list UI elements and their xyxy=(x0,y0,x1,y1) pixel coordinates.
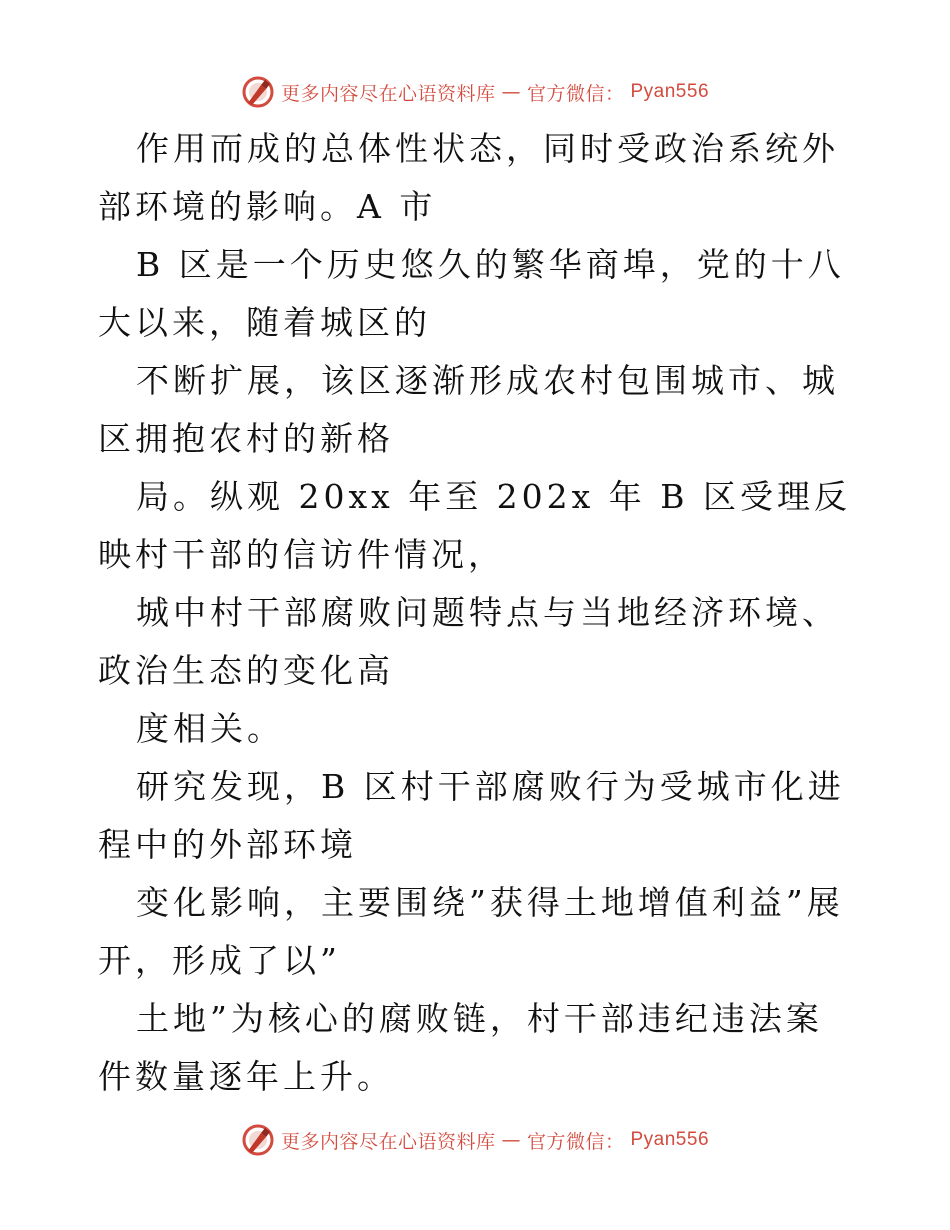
paragraph: B 区是一个历史悠久的繁华商埠，党的十八大以来，随着城区的 xyxy=(98,245,845,342)
banner-wechat-id: Pyan556 xyxy=(630,1129,710,1150)
paragraph: 作用而成的总体性状态，同时受政治系统外部环境的影响。A 市 xyxy=(98,129,839,226)
paragraph: 土地”为核心的腐败链，村干部违纪违法案件数量逐年上升。 xyxy=(98,999,823,1096)
paragraph: 研究发现，B 区村干部腐败行为受城市化进程中的外部环境 xyxy=(98,767,845,864)
banner-wechat-id: Pyan556 xyxy=(630,81,710,102)
banner-separator: — xyxy=(501,81,521,103)
paragraph: 城中村干部腐败问题特点与当地经济环境、政治生态的变化高 xyxy=(98,593,839,690)
banner-wechat-label: 官方微信： xyxy=(526,82,625,105)
paragraph: 度相关。 xyxy=(136,709,284,748)
banner-separator: — xyxy=(501,1129,521,1151)
footer-banner-inner xyxy=(241,1123,709,1157)
pen-nib-circle-icon xyxy=(241,75,275,109)
banner-site-name: 更多内容尽在心语资料库 xyxy=(280,82,496,105)
document-body xyxy=(98,120,858,1106)
paragraph: 不断扩展，该区逐渐形成农村包围城市、城区拥抱农村的新格 xyxy=(98,361,839,458)
paragraph: 局。纵观 20xx 年至 202x 年 B 区受理反映村干部的信访件情况， xyxy=(98,477,851,574)
paragraph: 变化影响，主要围绕”获得土地增值利益”展开，形成了以” xyxy=(98,883,844,980)
banner-wechat-label: 官方微信： xyxy=(526,1130,625,1153)
banner-site-name: 更多内容尽在心语资料库 xyxy=(280,1130,496,1153)
header-banner xyxy=(0,70,950,114)
pen-nib-circle-icon xyxy=(241,1123,275,1157)
header-banner-inner xyxy=(241,75,709,109)
footer-banner xyxy=(0,1118,950,1162)
